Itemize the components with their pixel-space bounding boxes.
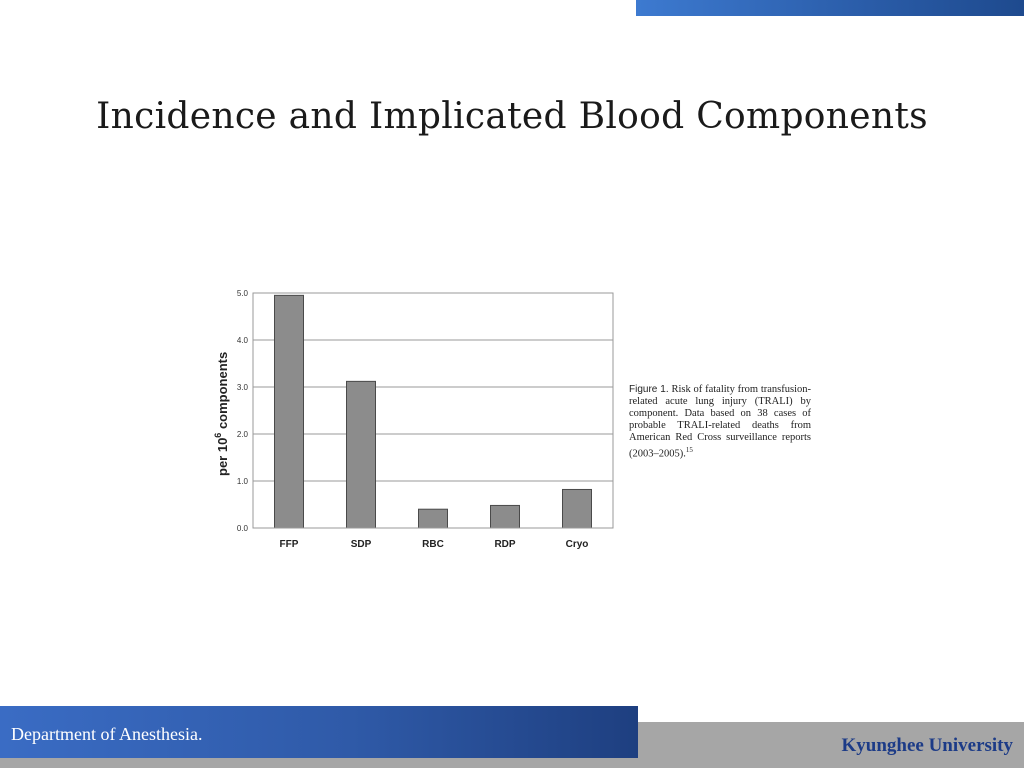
bar-rdp xyxy=(491,505,520,528)
figure-reference: 15 xyxy=(685,446,693,454)
bar-sdp xyxy=(347,381,376,528)
y-tick-label: 0.0 xyxy=(236,524,248,533)
bar-cryo xyxy=(563,489,592,528)
slide-title: Incidence and Implicated Blood Components xyxy=(96,96,928,137)
y-tick-label: 1.0 xyxy=(236,477,248,486)
figure-caption xyxy=(629,384,811,461)
x-tick-labels xyxy=(280,539,589,550)
figure-caption-text: Risk of fatality from transfusion-related acute lung injury (TRALI) by component. Data based on 38 cases of probable TRALI-related deaths from American Red Cross surveillance reports (2003–2005). xyxy=(629,384,812,460)
chart-svg xyxy=(210,282,630,562)
chart-bars xyxy=(275,295,592,528)
x-tick-label: RDP xyxy=(494,539,516,550)
x-tick-label: Cryo xyxy=(565,539,589,550)
x-tick-label: SDP xyxy=(350,539,372,550)
department-name: Department of Anesthesia. xyxy=(11,724,203,744)
x-tick-label: RBC xyxy=(422,539,444,550)
chart-grid xyxy=(253,293,613,528)
y-tick-label: 4.0 xyxy=(236,336,248,345)
y-tick-labels xyxy=(237,289,249,533)
bar-chart xyxy=(210,282,630,562)
y-tick-label: 3.0 xyxy=(236,383,248,392)
plot-frame xyxy=(253,293,613,528)
figure-label: Figure 1. xyxy=(629,384,669,395)
university-name: Kyunghee University xyxy=(841,735,1013,756)
y-tick-label: 5.0 xyxy=(236,289,248,298)
top-accent-bar xyxy=(636,0,1024,16)
y-tick-label: 2.0 xyxy=(236,430,248,439)
x-tick-label: FFP xyxy=(279,539,299,550)
y-axis-label: per $10^6$ components xyxy=(213,351,230,476)
bar-rbc xyxy=(419,509,448,528)
bar-ffp xyxy=(275,295,304,528)
